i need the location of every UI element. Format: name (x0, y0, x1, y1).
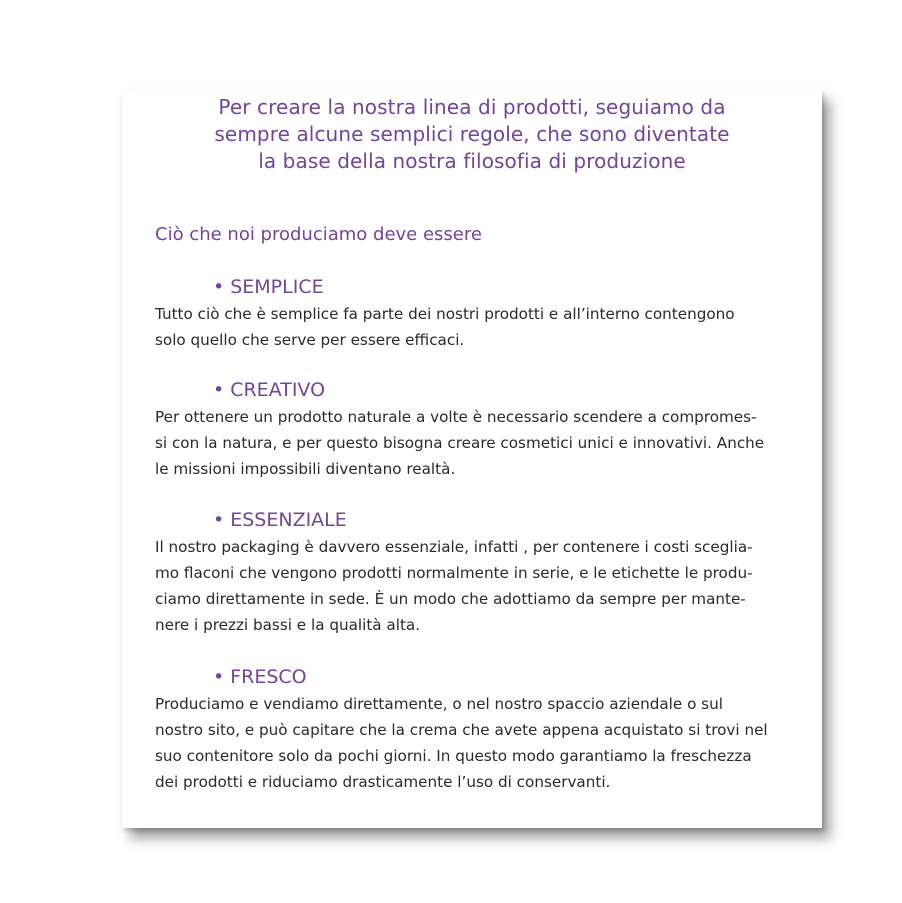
headline-line: Per creare la nostra linea di prodotti, seguiamo da (218, 95, 726, 119)
body-line: ciamo direttamente in sede. È un modo che adottiamo da sempre per mante- (155, 590, 746, 608)
page-headline (122, 94, 822, 175)
document-page (122, 90, 822, 828)
body-line: dei prodotti e riduciamo drasticamente l’uso di conservanti. (155, 773, 611, 791)
body-line: suo contenitore solo da pochi giorni. In questo modo garantiamo la freschezza (155, 747, 752, 765)
body-line: Tutto ciò che è semplice fa parte dei nostri prodotti e all’interno contengono (155, 305, 735, 323)
bullet-icon: • (213, 276, 225, 298)
body-line: Per ottenere un prodotto naturale a volte è necessario scendere a compromes- (155, 408, 757, 426)
section-title-label: FRESCO (230, 666, 307, 688)
body-line: nere i prezzi bassi e la qualità alta. (155, 616, 421, 634)
section-title-creativo (213, 378, 325, 402)
bullet-icon: • (213, 666, 225, 688)
bullet-icon: • (213, 509, 225, 531)
intro-heading: Ciò che noi produciamo deve essere (155, 224, 482, 245)
section-title-essenziale (213, 508, 347, 532)
body-line: nostro sito, e può capitare che la crema che avete appena acquistato si trovi nel (155, 721, 768, 739)
section-body-fresco (155, 691, 768, 795)
section-title-label: ESSENZIALE (230, 509, 347, 531)
body-line: Produciamo e vendiamo direttamente, o nel nostro spaccio aziendale o sul (155, 695, 723, 713)
body-line: mo flaconi che vengono prodotti normalmente in serie, e le etichette le produ- (155, 564, 753, 582)
section-title-label: SEMPLICE (230, 276, 324, 298)
section-title-fresco (213, 665, 307, 689)
bullet-icon: • (213, 379, 225, 401)
section-title-semplice (213, 275, 324, 299)
headline-line: la base della nostra filosofia di produzione (258, 149, 686, 173)
section-body-semplice (155, 301, 735, 353)
headline-line: sempre alcune semplici regole, che sono diventate (214, 122, 730, 146)
body-line: Il nostro packaging è davvero essenziale, infatti , per contenere i costi sceglia- (155, 538, 753, 556)
body-line: le missioni impossibili diventano realtà. (155, 460, 456, 478)
section-body-essenziale (155, 534, 753, 638)
section-title-label: CREATIVO (230, 379, 326, 401)
body-line: solo quello che serve per essere efficaci. (155, 331, 465, 349)
section-body-creativo (155, 404, 764, 482)
body-line: si con la natura, e per questo bisogna creare cosmetici unici e innovativi. Anche (155, 434, 765, 452)
